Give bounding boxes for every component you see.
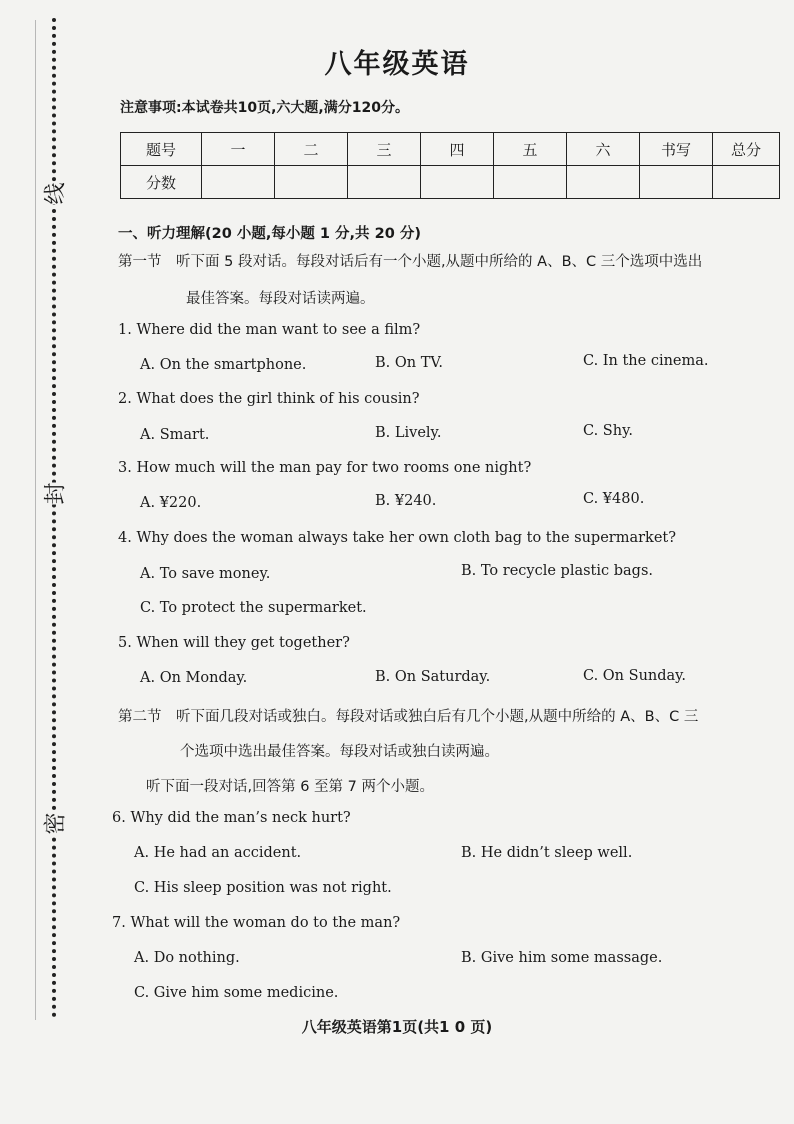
section2-sub-instruction: 听下面一段对话,回答第 6 至第 7 两个小题。 [146,779,434,795]
table-cell: 书写 [640,133,713,166]
q2-option-a[interactable]: A. Smart. [140,427,210,443]
section2-instruction-line2: 个选项中选出最佳答案。每段对话或独白读两遍。 [180,744,499,760]
page-title: 八年级英语 [324,49,470,80]
score-input-cell[interactable] [567,166,640,199]
q5-option-c[interactable]: C. On Sunday. [583,668,687,684]
table-cell: 六 [567,133,640,166]
seal-char-mi: 密 [39,813,70,835]
seal-char-feng: 封 [39,483,70,505]
q3-option-a[interactable]: A. ¥220. [140,495,202,511]
q3-option-b[interactable]: B. ¥240. [375,493,437,509]
score-table-score-row [121,166,780,199]
q1-option-b[interactable]: B. On TV. [375,355,443,371]
score-input-cell[interactable] [494,166,567,199]
table-cell: 五 [494,133,567,166]
q7-option-c[interactable]: C. Give him some medicine. [134,985,339,1001]
seal-char-xian: 线 [39,183,70,205]
q5-option-a[interactable]: A. On Monday. [140,670,248,686]
q4-option-c[interactable]: C. To protect the supermarket. [140,600,367,616]
page-footer: 八年级英语第1页(共1 0 页) [301,1018,493,1036]
question-5: 5. When will they get together? [118,635,350,651]
q1-option-a[interactable]: A. On the smartphone. [140,357,307,373]
q7-option-b[interactable]: B. Give him some massage. [461,950,663,966]
q5-option-b[interactable]: B. On Saturday. [375,669,491,685]
margin-rule [35,20,36,1020]
section1-instruction-line2: 最佳答案。每段对话读两遍。 [186,291,375,307]
part-heading: 一、听力理解(20 小题,每小题 1 分,共 20 分) [118,226,421,242]
section1-instruction-line1: 第一节 听下面 5 段对话。每段对话后有一个小题,从题中所给的 A、B、C 三个选项中选出 [118,254,703,270]
q7-option-a[interactable]: A. Do nothing. [134,950,240,966]
q1-option-c[interactable]: C. In the cinema. [583,353,709,369]
exam-notice: 注意事项:本试卷共10页,六大题,满分120分。 [120,100,409,116]
q4-option-b[interactable]: B. To recycle plastic bags. [461,563,653,579]
table-cell: 三 [348,133,421,166]
score-input-cell[interactable] [421,166,494,199]
question-6: 6. Why did the man’s neck hurt? [112,810,351,826]
score-table-header-row [121,133,780,166]
score-input-cell[interactable] [348,166,421,199]
q6-option-c[interactable]: C. His sleep position was not right. [134,880,392,896]
table-cell: 总分 [713,133,780,166]
q6-option-b[interactable]: B. He didn’t sleep well. [461,845,633,861]
q6-option-a[interactable]: A. He had an accident. [134,845,302,861]
score-input-cell[interactable] [202,166,275,199]
section2-instruction-line1: 第二节 听下面几段对话或独白。每段对话或独白后有几个小题,从题中所给的 A、B、C 三 [118,709,699,725]
table-cell: 四 [421,133,494,166]
table-cell: 分数 [121,166,202,199]
score-input-cell[interactable] [713,166,780,199]
q2-option-b[interactable]: B. Lively. [375,425,442,441]
question-1: 1. Where did the man want to see a film? [118,322,421,338]
table-cell: 题号 [121,133,202,166]
question-2: 2. What does the girl think of his cousin? [118,391,420,407]
q3-option-c[interactable]: C. ¥480. [583,491,645,507]
q4-option-a[interactable]: A. To save money. [140,566,271,582]
q2-option-c[interactable]: C. Shy. [583,423,633,439]
question-7: 7. What will the woman do to the man? [112,915,401,931]
table-cell: 一 [202,133,275,166]
question-3: 3. How much will the man pay for two rooms one night? [118,460,532,476]
score-input-cell[interactable] [275,166,348,199]
question-4: 4. Why does the woman always take her own cloth bag to the supermarket? [118,530,677,546]
score-input-cell[interactable] [640,166,713,199]
table-cell: 二 [275,133,348,166]
score-table [120,132,780,199]
binding-dotted-line [52,18,56,1018]
